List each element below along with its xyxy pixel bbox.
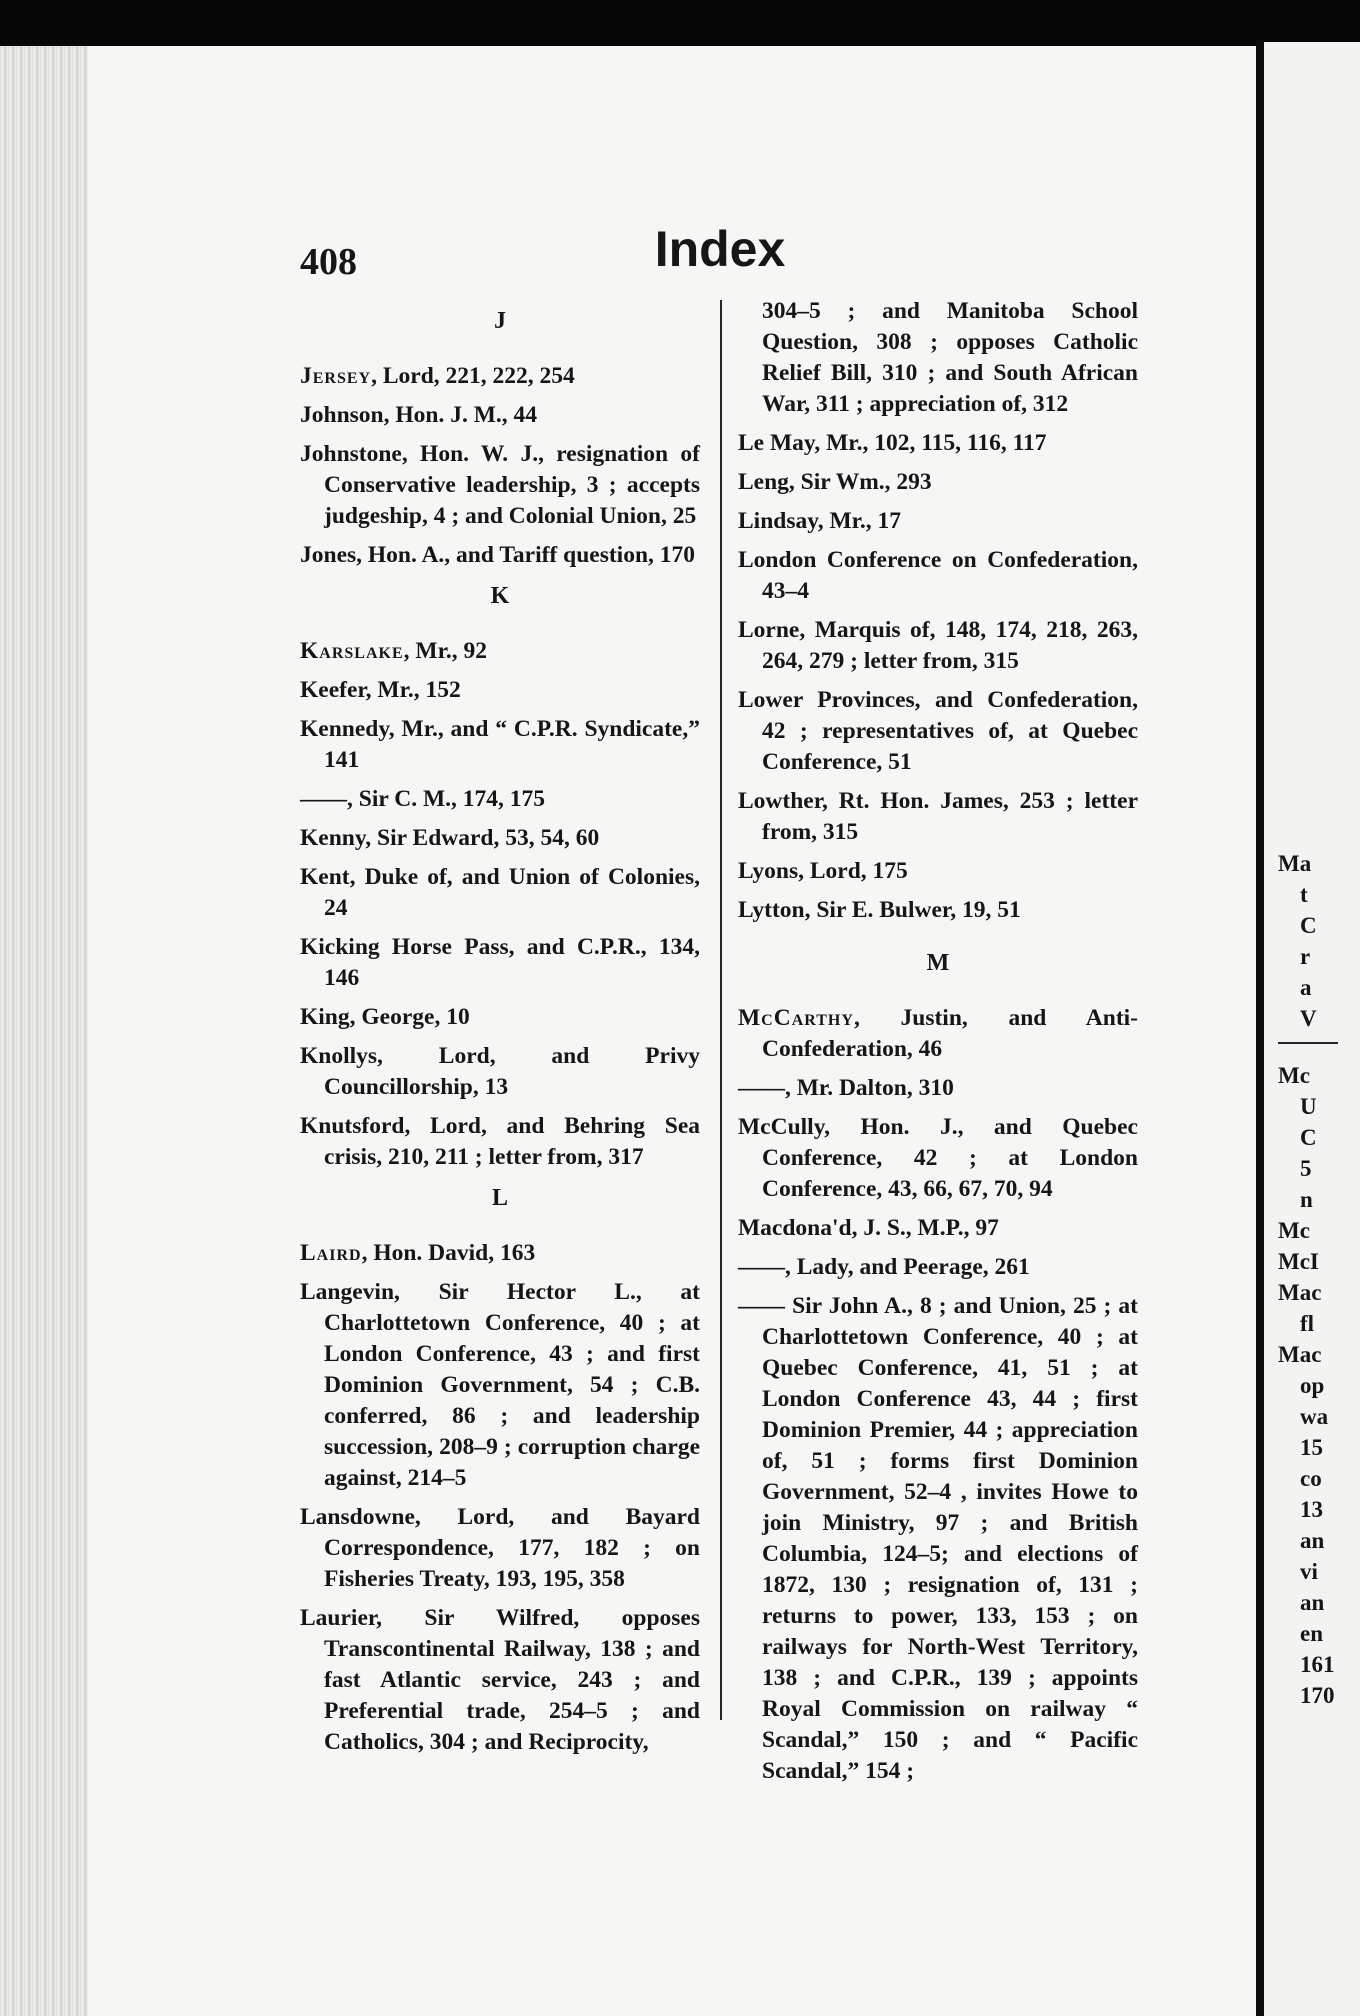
index-entry: McCully, Hon. J., and Quebec Conference, 42 ; at London Conference, 43, 66, 67, 70, 94 (738, 1114, 1138, 1202)
facing-page-fragment: 5 (1300, 1156, 1312, 1181)
facing-page-fragment: op (1300, 1373, 1325, 1398)
facing-page-fragment: 13 (1300, 1497, 1323, 1522)
index-entry: McCarthy, Justin, and Anti-Confederation, 46 (738, 1005, 1138, 1062)
index-entry: Knutsford, Lord, and Behring Sea crisis, 210, 211 ; letter from, 317 (300, 1113, 700, 1170)
section-letter-j: J (494, 308, 506, 334)
facing-page-fragment: V (1300, 1006, 1317, 1031)
facing-page-fragment: McI (1278, 1249, 1319, 1274)
facing-page-fragment: n (1300, 1187, 1313, 1212)
index-entry: ——, Sir C. M., 174, 175 (300, 786, 546, 812)
page-edge-shading (0, 46, 88, 2016)
facing-page-fragment: co (1300, 1466, 1322, 1491)
index-entry: ——, Lady, and Peerage, 261 (738, 1254, 1030, 1280)
facing-page-rule (1278, 1042, 1338, 1044)
facing-page-fragment: Mc (1278, 1063, 1310, 1088)
index-entry: Lansdowne, Lord, and Bayard Correspondence, 177, 182 ; on Fisheries Treaty, 193, 195, 358 (300, 1504, 700, 1592)
index-entry: Lowther, Rt. Hon. James, 253 ; letter from, 315 (738, 788, 1138, 845)
index-entry: Lorne, Marquis of, 148, 174, 218, 263, 264, 279 ; letter from, 315 (738, 617, 1138, 674)
facing-page-fragment: C (1300, 913, 1317, 938)
index-entry: Leng, Sir Wm., 293 (738, 469, 932, 495)
facing-page-fragment: Mac (1278, 1280, 1322, 1305)
facing-page-fragment: en (1300, 1621, 1323, 1646)
index-entry: Johnstone, Hon. W. J., resignation of Conservative leadership, 3 ; accepts judgeship, 4 ; and Colonial Union, 25 (300, 441, 700, 529)
index-entry: Knollys, Lord, and Privy Councillorship, 13 (300, 1043, 700, 1100)
index-entry: Lyons, Lord, 175 (738, 858, 908, 884)
index-column-left (300, 296, 700, 1766)
index-entry: Le May, Mr., 102, 115, 116, 117 (738, 430, 1047, 456)
facing-page-fragment: Mc (1278, 1218, 1310, 1243)
index-entry: Laird, Hon. David, 163 (300, 1240, 536, 1266)
index-entry: Lower Provinces, and Confederation, 42 ; representatives of, at Quebec Conference, 51 (738, 687, 1138, 775)
section-letter-m: M (926, 950, 950, 976)
section-letter-k: K (490, 583, 510, 609)
facing-page-fragment: wa (1300, 1404, 1329, 1429)
index-entry: London Conference on Confederation, 43–4 (738, 547, 1138, 604)
facing-page-fragment: 161 (1300, 1652, 1335, 1677)
facing-page (1264, 42, 1360, 2016)
index-entry: Kenny, Sir Edward, 53, 54, 60 (300, 825, 600, 851)
index-entry: Kicking Horse Pass, and C.P.R., 134, 146 (300, 934, 700, 991)
index-column-right (738, 296, 1138, 1795)
facing-page-fragment: fl (1300, 1311, 1315, 1336)
index-entry: —— Sir John A., 8 ; and Union, 25 ; at Charlottetown Conference, 40 ; at Quebec Conference, 41, 51 ; at London Conference 43, 44 ; first Dominion Premier, 44 ; appreciation of, 51 ; forms first Dominion Government, 52–4 , invites Howe to join Ministry, 97 ; and British Columbia, 124–5; and elections of 1872, 130 ; resignation of, 131 ; returns to power, 133, 153 ; on railways for North-West Territory, 138 ; and C.P.R., 139 ; appoints Royal Commission on railway “ Scandal,” 150 ; and “ Pacific Scandal,” 154 ; (738, 1293, 1138, 1784)
index-entry: Jones, Hon. A., and Tariff question, 170 (300, 542, 696, 568)
running-head: Index (654, 221, 786, 277)
index-entry: Karslake, Mr., 92 (300, 638, 487, 664)
facing-page-fragment: Ma (1278, 851, 1312, 876)
index-entry: Keefer, Mr., 152 (300, 677, 461, 703)
facing-page-fragment: a (1300, 975, 1312, 1000)
index-entry: Lytton, Sir E. Bulwer, 19, 51 (738, 897, 1021, 923)
index-entry: Jersey, Lord, 221, 222, 254 (300, 363, 575, 389)
index-entry: Lindsay, Mr., 17 (738, 508, 902, 534)
page-number: 408 (300, 241, 357, 283)
index-entry: Langevin, Sir Hector L., at Charlottetown Conference, 40 ; at London Conference, 43 ; and first Dominion Government, 54 ; C.B. conferred, 86 ; and leadership succession, 208–9 ; corruption charge against, 214–5 (300, 1279, 700, 1491)
index-entry: ——, Mr. Dalton, 310 (738, 1075, 954, 1101)
facing-page-fragment: 15 (1300, 1435, 1323, 1460)
index-entry-continuation: 304–5 ; and Manitoba School Question, 308 ; opposes Catholic Relief Bill, 310 ; and South African War, 311 ; appreciation of, 312 (762, 298, 1138, 417)
index-entry: Kent, Duke of, and Union of Colonies, 24 (300, 864, 700, 921)
index-entry: Macdona'd, J. S., M.P., 97 (738, 1215, 999, 1241)
column-divider (720, 300, 722, 1720)
index-entry: King, George, 10 (300, 1004, 470, 1030)
index-entry: Johnson, Hon. J. M., 44 (300, 402, 538, 428)
facing-page-fragment: 170 (1300, 1683, 1335, 1708)
facing-page-fragment: U (1300, 1094, 1317, 1119)
section-letter-l: L (491, 1185, 508, 1211)
facing-page-fragment: C (1300, 1125, 1317, 1150)
facing-page-fragment: vi (1300, 1559, 1318, 1584)
facing-page-fragment: an (1300, 1590, 1325, 1615)
facing-page-fragment: Mac (1278, 1342, 1322, 1367)
facing-page-fragment: t (1300, 882, 1308, 907)
index-entry: Kennedy, Mr., and “ C.P.R. Syndicate,” 141 (300, 716, 700, 773)
facing-page-fragment: r (1300, 944, 1311, 969)
index-entry: Laurier, Sir Wilfred, opposes Transcontinental Railway, 138 ; and fast Atlantic service, 243 ; and Preferential trade, 254–5 ; and Catholics, 304 ; and Reciprocity, (300, 1605, 700, 1755)
facing-page-fragment: an (1300, 1528, 1325, 1553)
